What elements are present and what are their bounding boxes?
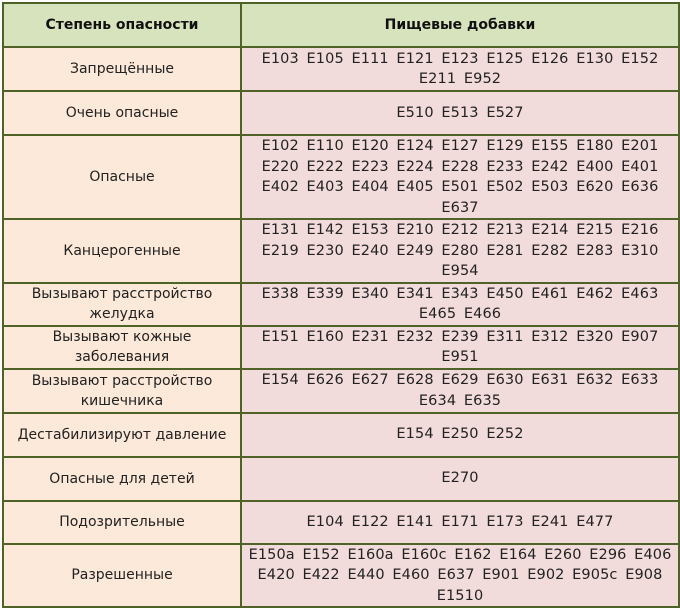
table-row bbox=[3, 135, 679, 219]
table-row bbox=[3, 544, 679, 608]
category-cell: Очень опасные bbox=[3, 91, 241, 135]
table-row bbox=[3, 91, 679, 135]
category-cell: Канцерогенные bbox=[3, 219, 241, 283]
codes-cell: E151 E160 E231 E232 E239 E311 E312 E320 E907 E951 bbox=[241, 326, 679, 369]
table-row bbox=[3, 413, 679, 457]
table-row bbox=[3, 219, 679, 283]
category-cell: Запрещённые bbox=[3, 47, 241, 91]
table-row bbox=[3, 283, 679, 326]
table-row bbox=[3, 326, 679, 369]
header-danger-level: Степень опасности bbox=[3, 3, 241, 47]
table-row bbox=[3, 47, 679, 91]
codes-cell: E270 bbox=[241, 457, 679, 501]
codes-cell: E103 E105 E111 E121 E123 E125 E126 E130 E152 E211 E952 bbox=[241, 47, 679, 91]
codes-cell: E150a E152 E160a E160c E162 E164 E260 E296 E406 E420 E422 E440 E460 E637 E901 E902 E905c E908 E1510 bbox=[241, 544, 679, 608]
category-cell: Вызывают расстройство желудка bbox=[3, 283, 241, 326]
codes-cell: E510 E513 E527 bbox=[241, 91, 679, 135]
food-additives-table bbox=[2, 2, 680, 608]
header-row bbox=[3, 3, 679, 47]
codes-cell: E104 E122 E141 E171 E173 E241 E477 bbox=[241, 501, 679, 544]
category-cell: Разрешенные bbox=[3, 544, 241, 608]
category-cell: Подозрительные bbox=[3, 501, 241, 544]
codes-cell: E338 E339 E340 E341 E343 E450 E461 E462 E463 E465 E466 bbox=[241, 283, 679, 326]
category-cell: Вызывают расстройство кишечника bbox=[3, 369, 241, 413]
header-food-additives: Пищевые добавки bbox=[241, 3, 679, 47]
table-row bbox=[3, 369, 679, 413]
codes-cell: E154 E250 E252 bbox=[241, 413, 679, 457]
category-cell: Дестабилизируют давление bbox=[3, 413, 241, 457]
codes-cell: E102 E110 E120 E124 E127 E129 E155 E180 E201 E220 E222 E223 E224 E228 E233 E242 E400 E401 E402 E403 E404 E405 E501 E502 E503 E620 E636 E637 bbox=[241, 135, 679, 219]
category-cell: Опасные bbox=[3, 135, 241, 219]
category-cell: Опасные для детей bbox=[3, 457, 241, 501]
table-row bbox=[3, 457, 679, 501]
codes-cell: E154 E626 E627 E628 E629 E630 E631 E632 E633 E634 E635 bbox=[241, 369, 679, 413]
codes-cell: E131 E142 E153 E210 E212 E213 E214 E215 E216 E219 E230 E240 E249 E280 E281 E282 E283 E310 E954 bbox=[241, 219, 679, 283]
table-row bbox=[3, 501, 679, 544]
category-cell: Вызывают кожные заболевания bbox=[3, 326, 241, 369]
